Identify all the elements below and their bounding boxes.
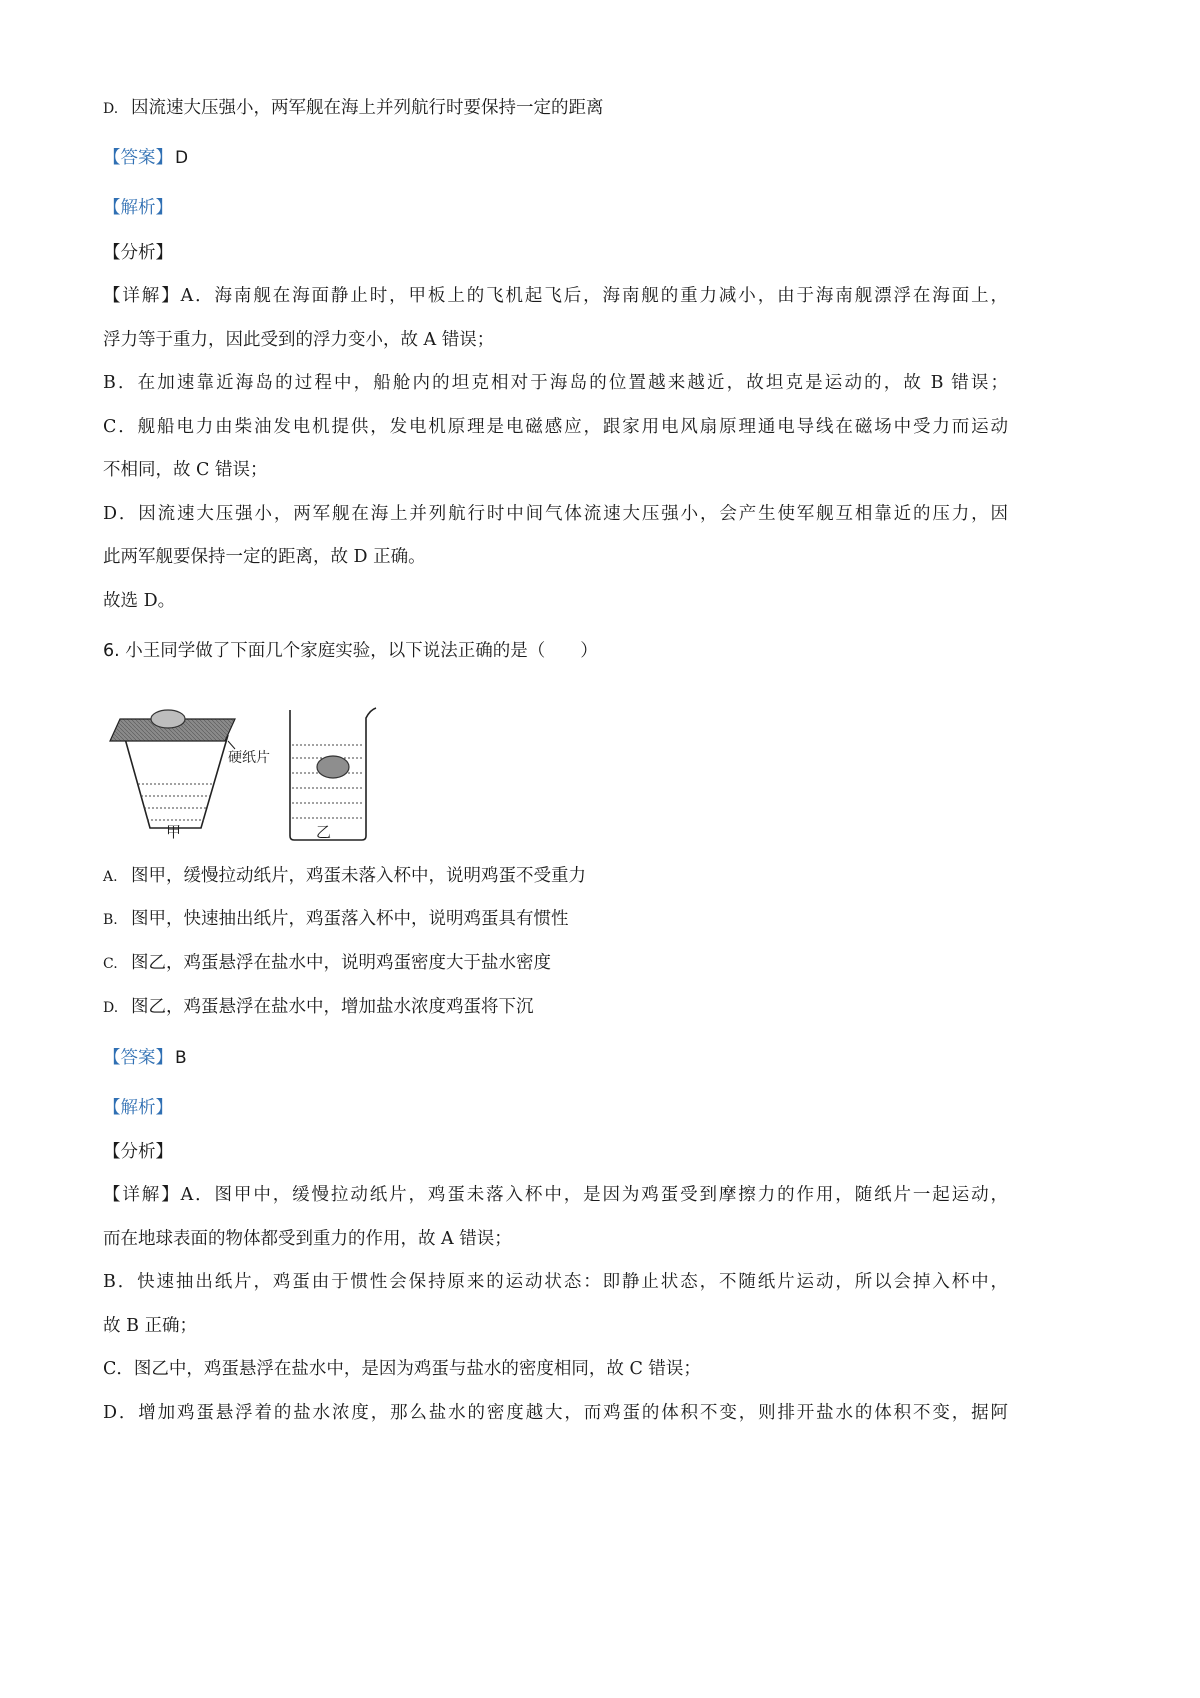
q5-analysis-tag: 【解析】 (103, 198, 173, 218)
q6-detail-line: 而在地球表面的物体都受到重力的作用，故 A 错误； (103, 1229, 512, 1249)
water-lines (138, 784, 213, 820)
q5-answer (103, 146, 1008, 170)
option-label: A. (103, 869, 118, 885)
option-text: 因流速大压强小，两军舰在海上并列航行时要保持一定的距离 (131, 98, 604, 118)
q5-detail-line: D．因流速大压强小，两军舰在海上并列航行时中间气体流速大压强小，会产生使军舰互相靠近的压力，因 (103, 504, 1008, 524)
q5-detail-line: 故选 D。 (103, 591, 176, 611)
q6-analysis-tag: 【解析】 (103, 1098, 173, 1118)
q6-detail-line: 故 B 正确； (103, 1316, 197, 1336)
question-text: 小王同学做了下面几个家庭实验，以下说法正确的是（ ） (125, 641, 598, 661)
option-text: 图乙，鸡蛋悬浮在盐水中，增加盐水浓度鸡蛋将下沉 (131, 997, 534, 1017)
answer-value: D (175, 148, 189, 168)
option-label: D. (103, 101, 119, 117)
q6-option-d (103, 995, 1008, 1020)
q6-detail-line: B．快速抽出纸片，鸡蛋由于惯性会保持原来的运动状态：即静止状态，不随纸片运动，所以会掉入杯中， (103, 1272, 1008, 1292)
q5-option-d (103, 96, 1008, 121)
question-number: 6. (103, 641, 120, 661)
q6-answer (103, 1046, 1008, 1070)
egg-on-card (151, 710, 185, 728)
q6-option-b (103, 907, 1008, 932)
q5-detail-line: 浮力等于重力，因此受到的浮力变小，故 A 错误； (103, 330, 495, 350)
q5-detail-line: C．舰船电力由柴油发电机提供，发电机原理是电磁感应，跟家用电风扇原理通电导线在磁场中受力而运动 (103, 417, 1008, 437)
option-text: 图乙，鸡蛋悬浮在盐水中，说明鸡蛋密度大于盐水密度 (131, 953, 551, 973)
card-label: 硬纸片 (228, 750, 270, 766)
q6-detail-line: 【详解】A．图甲中，缓慢拉动纸片，鸡蛋未落入杯中，是因为鸡蛋受到摩擦力的作用，随纸片一起运动， (103, 1185, 1008, 1205)
q6-option-c (103, 951, 1008, 976)
q6-detail-line: C．图乙中，鸡蛋悬浮在盐水中，是因为鸡蛋与盐水的密度相同，故 C 错误； (103, 1359, 701, 1379)
answer-tag: 【答案】 (103, 1048, 173, 1068)
option-label: B. (103, 912, 118, 928)
option-text: 图甲，快速抽出纸片，鸡蛋落入杯中，说明鸡蛋具有惯性 (131, 909, 569, 929)
q6-option-a (103, 864, 1008, 889)
answer-value: B (175, 1048, 187, 1068)
option-label: C. (103, 956, 118, 972)
q6-fenxi: 【分析】 (103, 1142, 173, 1162)
cup-jia (110, 710, 235, 828)
q5-detail-line: 此两军舰要保持一定的距离，故 D 正确。 (103, 547, 426, 567)
option-text: 图甲，缓慢拉动纸片，鸡蛋未落入杯中，说明鸡蛋不受重力 (131, 866, 586, 886)
option-label: D. (103, 1000, 119, 1016)
figure-label-jia: 甲 (166, 823, 182, 841)
q5-fenxi: 【分析】 (103, 243, 173, 263)
q6-stem (103, 639, 1008, 663)
q5-detail-line: 【详解】A．海南舰在海面静止时，甲板上的飞机起飞后，海南舰的重力减小，由于海南舰漂浮在海面上， (103, 286, 1008, 306)
q6-detail-line: D．增加鸡蛋悬浮着的盐水浓度，那么盐水的密度越大，而鸡蛋的体积不变，则排开盐水的体积不变，据阿 (103, 1403, 1008, 1423)
answer-tag: 【答案】 (103, 148, 173, 168)
figure-label-yi: 乙 (316, 823, 332, 841)
egg-suspended (317, 756, 349, 778)
q5-detail-line: B．在加速靠近海岛的过程中，船舱内的坦克相对于海岛的位置越来越近，故坦克是运动的，故 B 错误； (103, 373, 1008, 393)
q5-detail-line: 不相同，故 C 错误； (103, 460, 268, 480)
